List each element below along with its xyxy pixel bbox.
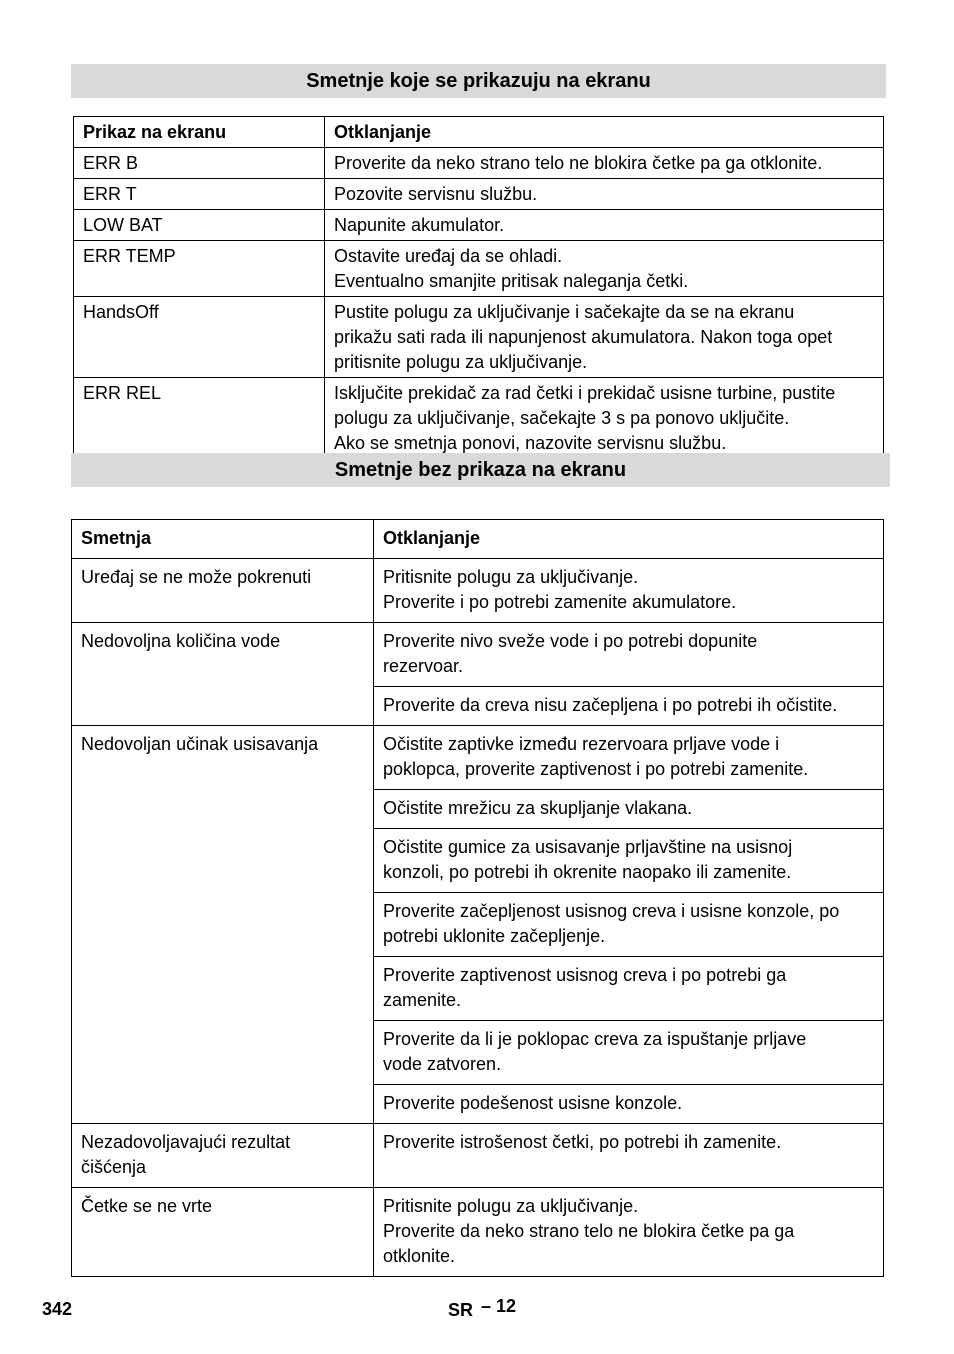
display-code (74, 297, 325, 378)
display-code (74, 210, 325, 241)
remedy-cell (325, 297, 884, 378)
remedy-cell (374, 1085, 884, 1124)
display-code-text: HandsOff (83, 302, 159, 322)
display-code (74, 241, 325, 297)
remedy-cell (325, 210, 884, 241)
remedy-cell-text: Ostavite uređaj da se ohladi. (334, 246, 563, 266)
table-row (74, 179, 884, 210)
remedy-cell-text: Proverite da li je poklopac creva za ispuštanje prljave (383, 1029, 807, 1049)
remedy-cell-text: Pritisnite polugu za uključivanje. (383, 1196, 639, 1216)
remedy-cell-text: Pozovite servisnu službu. (334, 184, 538, 204)
remedy-cell-text: Očistite gumice za usisavanje prljavštine na usisnoj (383, 837, 793, 857)
fault-cell-text: Uređaj se ne može pokrenuti (81, 567, 312, 587)
display-code (74, 179, 325, 210)
remedy-cell-text: prikažu sati rada ili napunjenost akumulatora. Nakon toga opet (334, 327, 833, 347)
remedy-cell-text: Proverite istrošenost četki, po potrebi ih zamenite. (383, 1132, 782, 1152)
remedy-cell-text: rezervoar. (383, 656, 464, 676)
fault-cell (72, 559, 374, 623)
table-row (72, 559, 884, 623)
remedy-cell-text: polugu za uključivanje, sačekajte 3 s pa ponovo uključite. (334, 408, 790, 428)
remedy-cell-text: Očistite zaptivke između rezervoara prljave vode i (383, 734, 780, 754)
fault-cell-text: Četke se ne vrte (81, 1196, 213, 1216)
page-number: 342 (42, 1299, 73, 1319)
header-remedy-text: Otklanjanje (334, 122, 432, 142)
header-fault-text: Smetnja (81, 528, 152, 548)
remedy-cell (325, 241, 884, 297)
display-code-text: ERR TEMP (83, 246, 176, 266)
table-row (74, 378, 884, 459)
remedy-cell-text: Pustite polugu za uključivanje i sačekajte da se na ekranu (334, 302, 795, 322)
remedy-cell-text: Ako se smetnja ponovi, nazovite servisnu službu. (334, 433, 727, 453)
remedy-cell (374, 1188, 884, 1277)
fault-cell (72, 1124, 374, 1188)
remedy-cell-text: konzoli, po potrebi ih okrenite naopako ili zamenite. (383, 862, 792, 882)
display-code-text: ERR B (83, 153, 139, 173)
section-page: – 12 (481, 1296, 517, 1316)
display-faults-table (73, 116, 884, 459)
remedy-cell-text: Eventualno smanjite pritisak naleganja četki. (334, 271, 689, 291)
section2-title-bar (71, 453, 890, 487)
fault-cell (72, 623, 374, 726)
remedy-cell-text: Proverite da creva nisu začepljena i po potrebi ih očistite. (383, 695, 838, 715)
fault-cell-text: Nezadovoljavajući rezultat (81, 1132, 291, 1152)
fault-cell (72, 1188, 374, 1277)
fault-cell (72, 726, 374, 1124)
table-row (72, 1124, 884, 1188)
table-header-row (72, 520, 884, 559)
table-row (74, 148, 884, 179)
remedy-cell (325, 148, 884, 179)
remedy-cell-text: vode zatvoren. (383, 1054, 502, 1074)
remedy-cell-text: Proverite nivo sveže vode i po potrebi dopunite (383, 631, 758, 651)
remedy-cell (374, 1021, 884, 1085)
remedy-cell-text: Isključite prekidač za rad četki i prekidač usisne turbine, pustite (334, 383, 836, 403)
remedy-cell (374, 559, 884, 623)
display-code (74, 148, 325, 179)
remedy-cell-text: Napunite akumulator. (334, 215, 505, 235)
remedy-cell (374, 893, 884, 957)
remedy-cell-text: Očistite mrežicu za skupljanje vlakana. (383, 798, 693, 818)
table-row (74, 297, 884, 378)
remedy-cell (374, 1124, 884, 1188)
section1-title-bar (71, 64, 886, 98)
non-display-faults-table (71, 519, 884, 1277)
section1-title: Smetnje koje se prikazuju na ekranu (306, 70, 651, 92)
remedy-cell (374, 957, 884, 1021)
display-code (74, 378, 325, 459)
section2-title: Smetnje bez prikaza na ekranu (334, 459, 627, 481)
remedy-cell-text: Proverite zaptivenost usisnog creva i po potrebi ga (383, 965, 787, 985)
remedy-cell (325, 378, 884, 459)
header-display (74, 117, 325, 148)
remedy-cell-text: Proverite da neko strano telo ne blokira četke pa ga otklonite. (334, 153, 823, 173)
table-row (74, 210, 884, 241)
table-header-row (74, 117, 884, 148)
fault-cell-text: Nedovoljna količina vode (81, 631, 281, 651)
fault-cell-text: čišćenja (81, 1157, 147, 1177)
remedy-cell-text: potrebi uklonite začepljenje. (383, 926, 606, 946)
header-fault (72, 520, 374, 559)
remedy-cell (374, 687, 884, 726)
remedy-cell (374, 829, 884, 893)
display-code-text: ERR REL (83, 383, 162, 403)
header-remedy (325, 117, 884, 148)
remedy-cell-text: Proverite podešenost usisne konzole. (383, 1093, 683, 1113)
remedy-cell (374, 623, 884, 687)
table-row (72, 623, 884, 687)
display-code-text: ERR T (83, 184, 137, 204)
header-display-text: Prikaz na ekranu (83, 122, 227, 142)
header-remedy (374, 520, 884, 559)
header-remedy-text: Otklanjanje (383, 528, 481, 548)
remedy-cell (374, 726, 884, 790)
remedy-cell-text: pritisnite polugu za uključivanje. (334, 352, 588, 372)
remedy-cell-text: Proverite začepljenost usisnog creva i usisne konzole, po (383, 901, 840, 921)
remedy-cell-text: Proverite i po potrebi zamenite akumulatore. (383, 592, 737, 612)
remedy-cell-text: otklonite. (383, 1246, 456, 1266)
fault-cell-text: Nedovoljan učinak usisavanja (81, 734, 319, 754)
language-code: SR (448, 1300, 474, 1320)
remedy-cell (325, 179, 884, 210)
remedy-cell-text: poklopca, proverite zaptivenost i po potrebi zamenite. (383, 759, 809, 779)
remedy-cell-text: zamenite. (383, 990, 462, 1010)
remedy-cell (374, 790, 884, 829)
table-row (72, 1188, 884, 1277)
remedy-cell-text: Proverite da neko strano telo ne blokira četke pa ga (383, 1221, 795, 1241)
table-row (74, 241, 884, 297)
display-code-text: LOW BAT (83, 215, 163, 235)
remedy-cell-text: Pritisnite polugu za uključivanje. (383, 567, 639, 587)
table-row (72, 726, 884, 790)
